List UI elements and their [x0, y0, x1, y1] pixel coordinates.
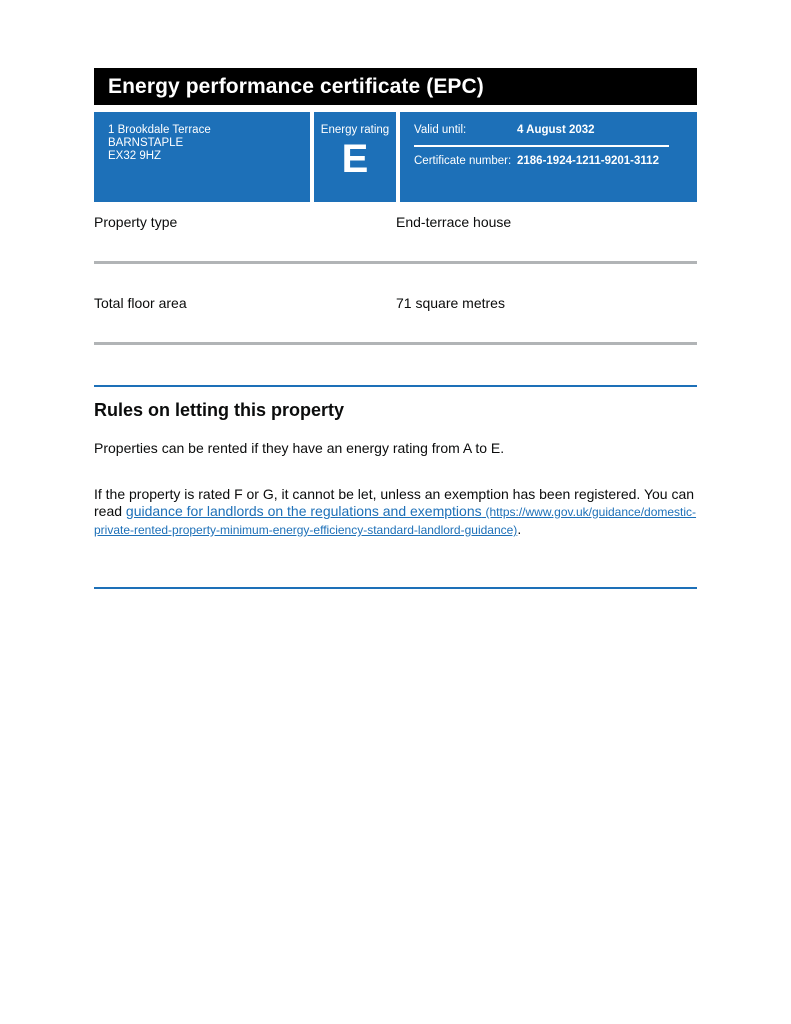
section-divider: [94, 385, 697, 387]
floor-area-label: Total floor area: [94, 295, 187, 311]
rules-paragraph-2-text: If the property is rated F or G, it cannot be let, unless an exemption has been registered. You can read: [94, 486, 695, 519]
address-block: [94, 112, 310, 202]
floor-area-row: [94, 295, 697, 342]
rules-heading: Rules on letting this property: [94, 400, 345, 420]
property-type-value: End-terrace house: [396, 214, 512, 230]
certificate-divider: [414, 145, 669, 147]
landlord-guidance-link-text: guidance for landlords on the regulations and exemptions: [125, 503, 482, 519]
certificate-number-label: Certificate number:: [414, 155, 512, 167]
energy-rating-label: Energy rating: [320, 124, 390, 136]
address-line-3: EX32 9HZ: [108, 150, 162, 162]
certificate-block: [400, 112, 697, 202]
address-line-2: BARNSTAPLE: [108, 137, 184, 149]
energy-rating-letter: E: [341, 137, 369, 181]
summary-panel: [94, 112, 697, 202]
epc-page: [94, 68, 697, 589]
certificate-number-value: 2186-1924-1211-9201-3112: [517, 155, 659, 167]
page-title: Energy performance certificate (EPC): [94, 68, 697, 105]
certificate-number-row: [414, 155, 669, 167]
divider: [94, 261, 697, 264]
valid-until-value: 4 August 2032: [517, 124, 595, 136]
valid-until-label: Valid until:: [414, 124, 467, 136]
floor-area-value: 71 square metres: [396, 295, 505, 311]
landlord-guidance-link[interactable]: [94, 503, 696, 537]
property-type-row: [94, 214, 697, 261]
rules-paragraph-1: Properties can be rented if they have an energy rating from A to E.: [94, 440, 505, 456]
rules-paragraph-2-end: .: [517, 521, 522, 537]
property-type-label: Property type: [94, 214, 178, 230]
energy-rating-block: [314, 112, 396, 202]
section-divider: [94, 587, 697, 589]
rules-paragraph-2: [94, 486, 697, 539]
valid-until-row: [414, 124, 669, 136]
address-line-1: 1 Brookdale Terrace: [108, 124, 211, 136]
landlord-guidance-link-url: (https://www.gov.uk/guidance/domestic-private-rented-property-minimum-energy-efficiency-standard-landlord-guidance): [94, 505, 697, 537]
divider: [94, 342, 697, 345]
